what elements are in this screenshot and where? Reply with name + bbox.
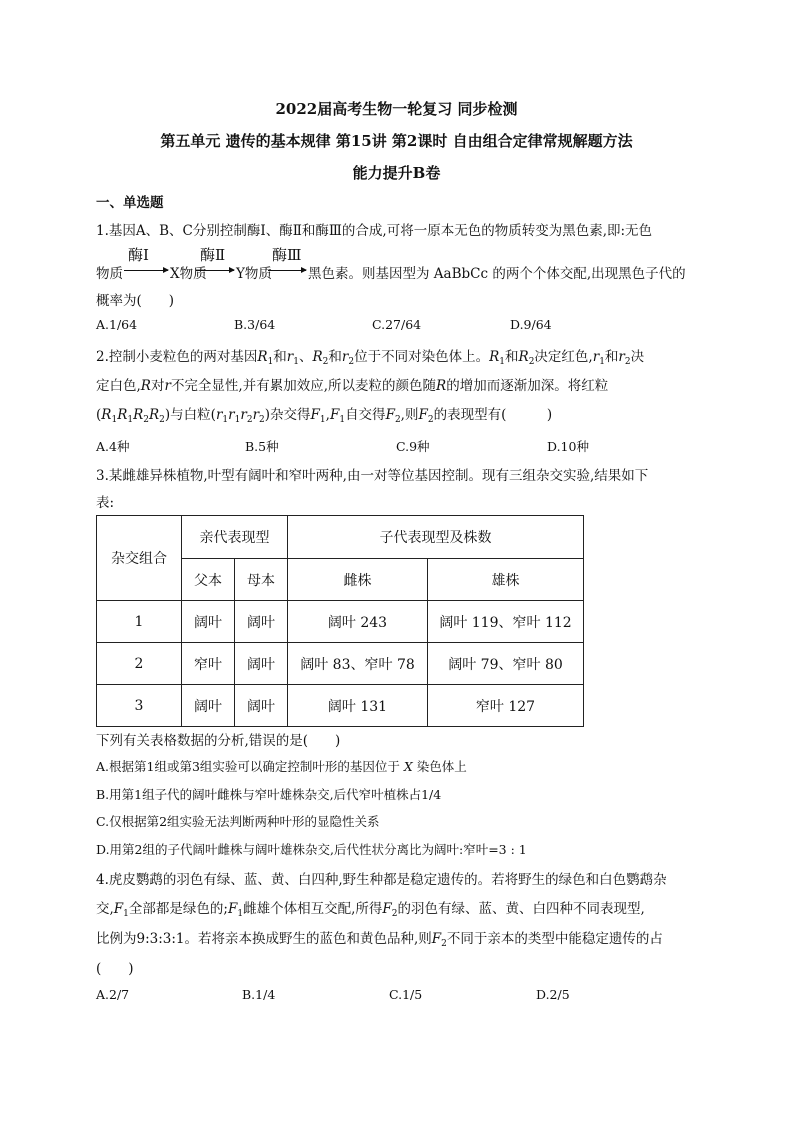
- table-header-offspring: 子代表现型及株数: [288, 516, 584, 559]
- q4-stem-line3: 比例为9:3:3:1。若将亲本换成野生的蓝色和黄色品种,则$F_2$不同于亲本的类型中能稳定遗传的占: [96, 931, 663, 949]
- q2-stem-line1: 2.控制小麦粒色的两对基因$R_1$和$r_1$、$R_2$和$r_2$位于不同对染色体上。$R_1$和$R_2$决定红色$,r_1$和$r_2$决: [96, 349, 645, 367]
- table-cell-male: 窄叶 127: [428, 685, 584, 727]
- table-cell-group: 2: [97, 643, 182, 685]
- q1-enzyme2: 酶Ⅱ: [200, 246, 226, 264]
- q2-option-c[interactable]: C.9种: [396, 439, 430, 454]
- q1-word-y: Y物质: [236, 266, 272, 282]
- q4-option-b[interactable]: B.1/4: [242, 987, 276, 1002]
- q4-option-a[interactable]: A.2/7: [96, 987, 130, 1002]
- table-cell-mother: 阔叶: [235, 685, 288, 727]
- table-cell-father: 阔叶: [182, 685, 235, 727]
- table-cell-male: 阔叶 119、窄叶 112: [428, 601, 584, 643]
- q3-stem-line2: 表:: [96, 495, 115, 511]
- table-cell-male: 阔叶 79、窄叶 80: [428, 643, 584, 685]
- q4-stem-line2: 交$,F_1$全部都是绿色的$;F_1$雌雄个体相互交配,所得$F_2$的羽色有绿、蓝、黄、白四种不同表现型,: [96, 901, 645, 919]
- table-cell-mother: 阔叶: [235, 643, 288, 685]
- table-header-father: 父本: [182, 559, 235, 601]
- q2-option-d[interactable]: D.10种: [547, 439, 589, 454]
- table-header-female: 雌株: [288, 559, 428, 601]
- doc-title: 2022届高考生物一轮复习 同步检测: [275, 100, 518, 118]
- table-row: [97, 601, 584, 643]
- q3-question: 下列有关表格数据的分析,错误的是( ): [96, 733, 341, 749]
- q1-option-d[interactable]: D.9/64: [510, 317, 552, 332]
- table-header-group: 杂交组合: [97, 516, 182, 601]
- q2-stem-line3: $(R_1R_1R_2R_2)$与白粒$(r_1r_1r_2r_2)$杂交得$F_1,F_1$自交得$F_2$,则$F_2$的表现型有( ): [96, 407, 553, 425]
- q1-stem-line3: 概率为( ): [96, 293, 175, 309]
- q4-stem-line1: 4.虎皮鹦鹉的羽色有绿、蓝、黄、白四种,野生种都是稳定遗传的。若将野生的绿色和白色鹦鹉杂: [96, 872, 667, 888]
- q1-enzyme3: 酶Ⅲ: [272, 246, 302, 264]
- table-header-male: 雄株: [428, 559, 584, 601]
- q1-option-a[interactable]: A.1/64: [96, 317, 138, 332]
- section-heading: 一、单选题: [96, 195, 164, 211]
- table-cell-father: 阔叶: [182, 601, 235, 643]
- q1-word-melanin: 黑色素。则基因型为 AaBbCc 的两个个体交配,出现黑色子代的: [308, 266, 686, 282]
- doc-level: 能力提升B卷: [352, 164, 441, 182]
- table-cell-female: 阔叶 131: [288, 685, 428, 727]
- q3-option-b[interactable]: B.用第1组子代的阔叶雌株与窄叶雄株杂交,后代窄叶植株占1/4: [96, 787, 442, 802]
- table-header-parent: 亲代表现型: [182, 516, 288, 559]
- table-cell-group: 1: [97, 601, 182, 643]
- q1-arrow1: [124, 270, 168, 271]
- doc-subtitle: 第五单元 遗传的基本规律 第15讲 第2课时 自由组合定律常规解题方法: [160, 132, 633, 150]
- q1-option-c[interactable]: C.27/64: [372, 317, 422, 332]
- q4-stem-line4: ( ): [96, 961, 134, 977]
- q1-enzyme1: 酶Ⅰ: [128, 246, 149, 264]
- cross-results-table: [96, 515, 584, 727]
- q2-option-a[interactable]: A.4种: [96, 439, 130, 454]
- q3-option-d[interactable]: D.用第2组的子代阔叶雌株与阔叶雄株杂交,后代性状分离比为阔叶:窄叶=3 : 1: [96, 842, 527, 857]
- table-cell-mother: 阔叶: [235, 601, 288, 643]
- table-row: [97, 643, 584, 685]
- q4-option-d[interactable]: D.2/5: [536, 987, 570, 1002]
- q3-option-c[interactable]: C.仅根据第2组实验无法判断两种叶形的显隐性关系: [96, 814, 380, 829]
- q4-option-c[interactable]: C.1/5: [389, 987, 423, 1002]
- q1-stem-line1: 1.基因A、B、C分别控制酶Ⅰ、酶Ⅱ和酶Ⅲ的合成,可将一原本无色的物质转变为黑色素,即:无色: [96, 223, 653, 239]
- q1-option-b[interactable]: B.3/64: [234, 317, 276, 332]
- table-cell-female: 阔叶 243: [288, 601, 428, 643]
- q1-arrow3: [268, 270, 306, 271]
- q3-stem-line1: 3.某雌雄异株植物,叶型有阔叶和窄叶两种,由一对等位基因控制。现有三组杂交实验,结果如下: [96, 468, 649, 484]
- q2-stem-line2: 定白色,R对r不完全显性,并有累加效应,所以麦粒的颜色随R的增加而逐渐加深。将红粒: [96, 378, 609, 394]
- table-header-mother: 母本: [235, 559, 288, 601]
- q1-word-x: X物质: [170, 266, 207, 282]
- table-cell-group: 3: [97, 685, 182, 727]
- q2-option-b[interactable]: B.5种: [245, 439, 279, 454]
- q1-word-substance: 物质: [96, 266, 123, 282]
- table-row: [97, 685, 584, 727]
- table-cell-female: 阔叶 83、窄叶 78: [288, 643, 428, 685]
- table-cell-father: 窄叶: [182, 643, 235, 685]
- q3-option-a[interactable]: A.根据第1组或第3组实验可以确定控制叶形的基因位于 X 染色体上: [96, 759, 467, 774]
